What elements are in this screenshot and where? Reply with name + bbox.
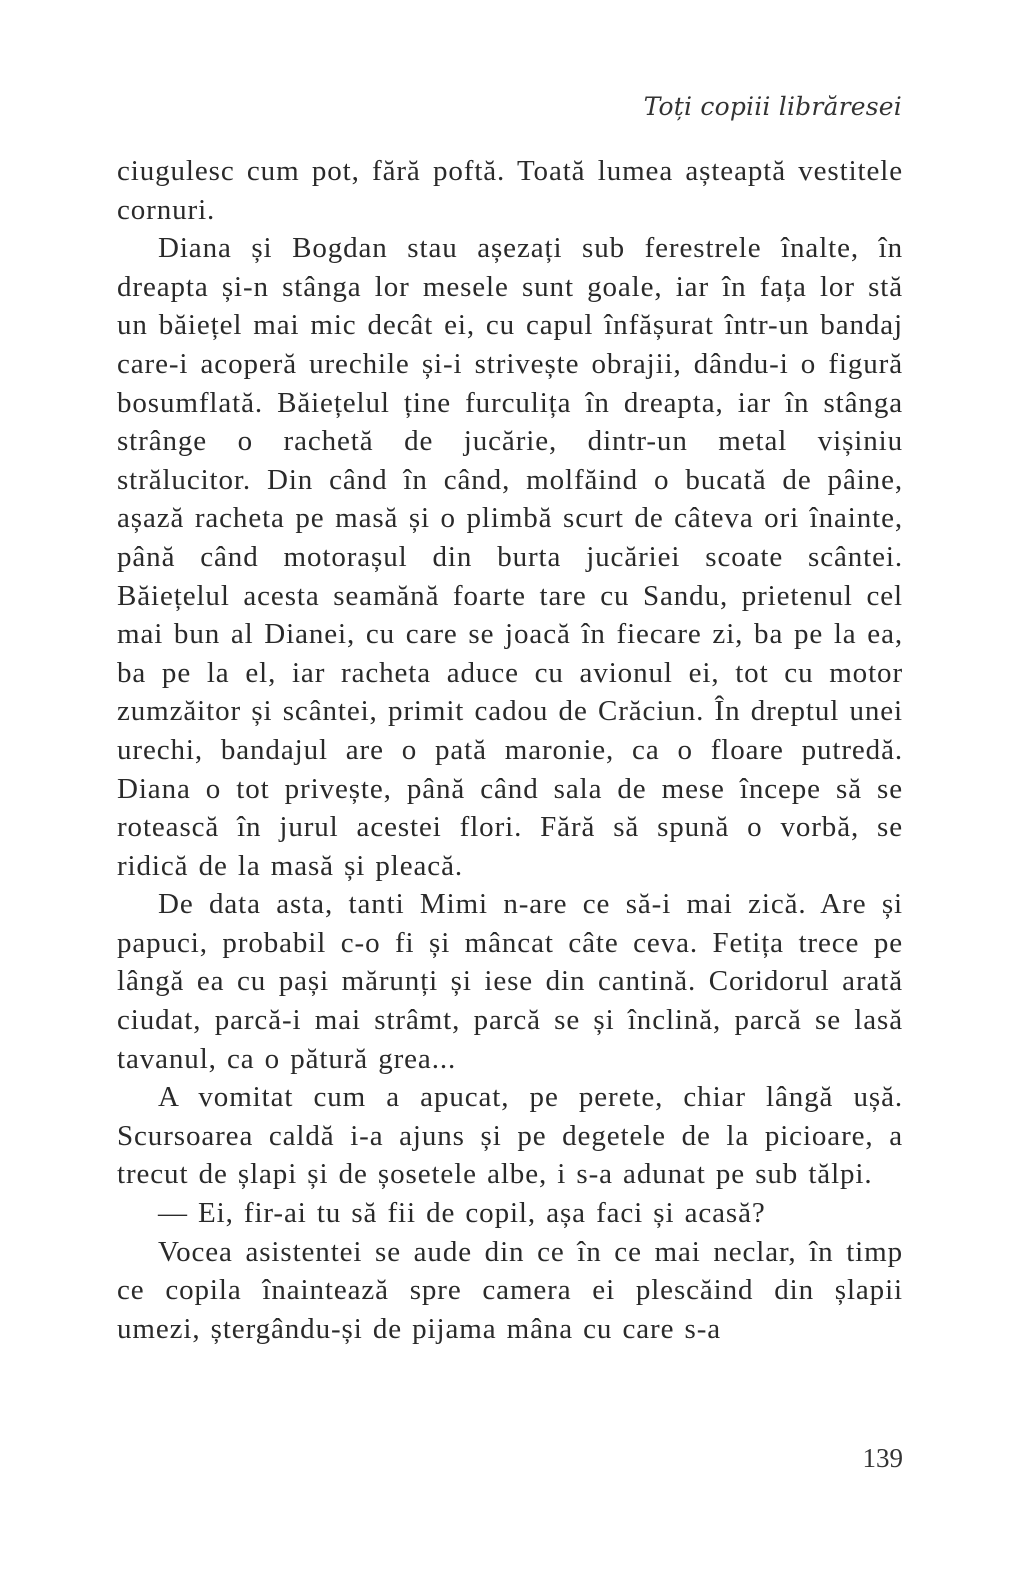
body-text xyxy=(117,152,903,1348)
paragraph-continuation: ciugulesc cum pot, fără poftă. Toată lumea așteaptă vestitele cornuri. xyxy=(117,155,903,226)
dialogue-line: — Ei, fir-ai tu să fii de copil, așa faci și acasă? xyxy=(158,1197,766,1230)
paragraph: Vocea asistentei se aude din ce în ce mai neclar, în timp ce copila înaintează spre camera ei plescăind din șlapii umezi, ștergându-și de pijama mâna cu care s-a xyxy=(117,1235,903,1345)
paragraph: De data asta, tanti Mimi n-are ce să-i mai zică. Are și papuci, probabil c-o fi și mâncat câte ceva. Fetița trece pe lângă ea cu pași mărunți și iese din cantină. Coridorul arată ciudat, parcă-i mai strâmt, parcă se și înclină, parcă se lasă tavanul, ca o pătură grea... xyxy=(117,888,903,1075)
running-header-title: Toți copiii librăresei xyxy=(643,92,902,121)
page-number: 139 xyxy=(862,1443,903,1473)
paragraph: Diana și Bogdan stau așezați sub ferestrele înalte, în dreapta și-n stânga lor mesele sunt goale, iar în fața lor stă un băiețel mai mic decât ei, cu capul înfășurat într-un bandaj care-i acoperă urechile și-i strivește obrajii, dându-i o figură bosumflată. Băiețelul ține furculița în dreapta, iar în stânga strânge o rachetă de jucărie, dintr-un metal vișiniu strălucitor. Din când în când, molfăind o bucată de pâine, așază racheta pe masă și o plimbă scurt de câteva ori înainte, până când motorașul din burta jucăriei scoate scântei. Băiețelul acesta seamănă foarte tare cu Sandu, prietenul cel mai bun al Dianei, cu care se joacă în fiecare zi, ba pe la ea, ba pe la el, iar racheta aduce cu avionul ei, tot cu motor zumzăitor și scântei, primit cadou de Crăciun. În dreptul unei urechi, bandajul are o pată maronie, ca o floare putredă. Diana o tot privește, până când sala de mese începe să se rotească în jurul acestei flori. Fără să spună o vorbă, se ridică de la masă și pleacă. xyxy=(117,232,903,882)
paragraph: A vomitat cum a apucat, pe perete, chiar lângă ușă. Scursoarea caldă i-a ajuns și pe degetele de la picioare, a trecut de șlapi și de șosetele albe, i s-a adunat pe sub tălpi. xyxy=(117,1081,903,1191)
